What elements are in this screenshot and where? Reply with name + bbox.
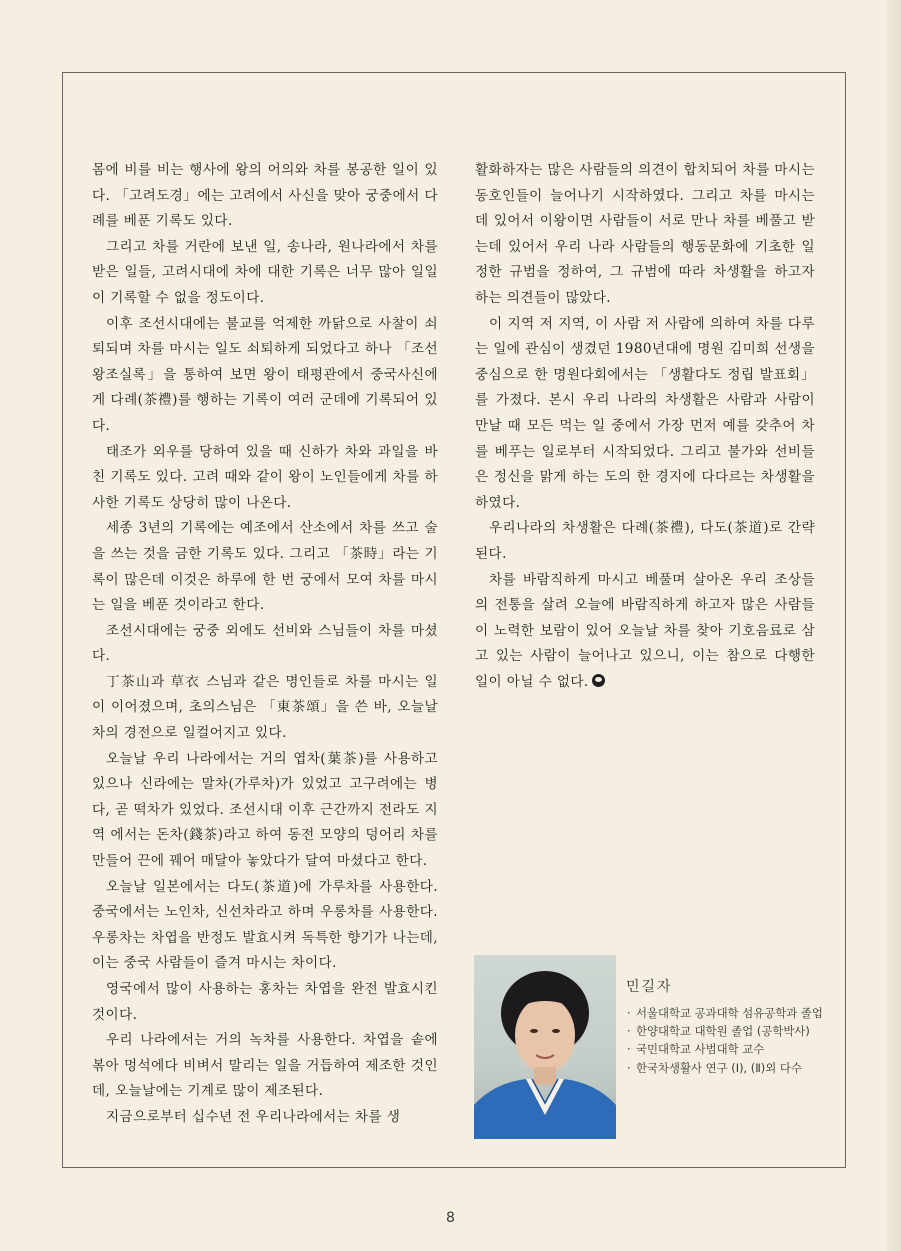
paragraph: 활화하자는 많은 사람들의 의견이 합치되어 차를 마시는 동호인들이 늘어나기 시작하였다. 그리고 차를 마시는 데 있어서 이왕이면 사람들이 서로 만나 차를 베풀고 받는데 있어서 우리 나라 사람들의 행동문화에 기초한 일정한 규범을 정하여, 그 규범에 따라 차생활을 하고자 하는 의견들이 많았다. xyxy=(475,162,815,306)
paragraph: 丁茶山과 草衣 스님과 같은 명인들로 차를 마시는 일이 이어졌으며, 초의스님은 「東茶頌」을 쓴 바, 오늘날 차의 경전으로 일컬어지고 있다. xyxy=(92,673,438,742)
paragraph: 지금으로부터 십수년 전 우리나라에서는 차를 생 xyxy=(106,1108,401,1125)
paragraph: 몸에 비를 비는 행사에 왕의 어의와 차를 봉공한 일이 있다. 「고려도경」에는 고려에서 사신을 맞아 궁중에서 다례를 베푼 기록도 있다. xyxy=(92,162,438,230)
page-number: 8 xyxy=(446,1210,455,1226)
author-info xyxy=(626,976,836,1077)
bio-item: · 국민대학교 사범대학 교수 xyxy=(626,1040,836,1058)
paragraph: 영국에서 많이 사용하는 홍차는 차엽을 완전 발효시킨 것이다. xyxy=(92,981,438,1023)
paragraph: 그리고 차를 거란에 보낸 일, 송나라, 원나라에서 차를 받은 일들, 고려시대에 차에 대한 기록은 너무 많아 일일이 기록할 수 없을 정도이다. xyxy=(92,238,438,306)
author-photo xyxy=(474,955,616,1139)
paragraph xyxy=(475,568,815,696)
bio-item: · 한국차생활사 연구 (Ⅰ), (Ⅱ)외 다수 xyxy=(626,1059,836,1077)
left-text-column xyxy=(92,158,438,1131)
paragraph: 이 지역 저 지역, 이 사람 저 사람에 의하여 차를 다루는 일에 관심이 생겼던 1980년대에 명원 김미희 선생을 중심으로 한 명원다회에서는 「생활다도 정립 발표회」를 가졌다. 본시 우리 나라의 차생활은 사람과 사람이 만날 때 모든 먹는 일 중에서 가장 먼저 예를 갖추어 차를 베푸는 일로부터 시작되었다. 그리고 불가와 선비들은 정신을 맑게 하는 도의 한 경지에 다다르는 차생활을 하였다. xyxy=(475,315,815,511)
paragraph: 이후 조선시대에는 불교를 억제한 까닭으로 사찰이 쇠퇴되며 차를 마시는 일도 쇠퇴하게 되었다고 하나 「조선왕조실록」을 통하여 보면 왕이 태평관에서 중국사신에게 다례(茶禮)를 행하는 기록이 여러 군데에 기록되어 있다. xyxy=(92,315,438,434)
bio-item: · 서울대학교 공과대학 섬유공학과 졸업 xyxy=(626,1004,836,1022)
bio-item: · 한양대학교 대학원 졸업 (공학박사) xyxy=(626,1022,836,1040)
paragraph: 오늘날 일본에서는 다도(茶道)에 가루차를 사용한다. 중국에서는 노인차, 신선차라고 하며 우롱차를 사용한다. 우롱차는 차엽을 반정도 발효시켜 독특한 향기가 나는데, 이는 중국 사람들이 즐겨 마시는 차이다. xyxy=(92,878,438,972)
paragraph: 태조가 외우를 당하여 있을 때 신하가 차와 과일을 바친 기록도 있다. 고려 때와 같이 왕이 노인들에게 차를 하사한 기록도 상당히 많이 나온다. xyxy=(92,443,438,511)
portrait-image xyxy=(474,955,616,1139)
paragraph: 세종 3년의 기록에는 예조에서 산소에서 차를 쓰고 술을 쓰는 것을 금한 기록도 있다. 그리고 「茶時」라는 기록이 많은데 이것은 하루에 한 번 궁에서 모여 차를 마시는 일을 베푼 것이라고 한다. xyxy=(92,520,438,614)
right-text-column xyxy=(475,158,815,695)
page-edge xyxy=(887,0,901,1251)
author-bio-list xyxy=(626,1004,836,1077)
paragraph: 우리나라의 차생활은 다례(茶禮), 다도(茶道)로 간략된다. xyxy=(475,520,815,562)
paragraph: 우리 나라에서는 거의 녹차를 사용한다. 차엽을 솥에 볶아 멍석에다 비벼서 말리는 일을 거듭하여 제조한 것인데, 오늘날에는 기계로 많이 제조된다. xyxy=(92,1032,438,1100)
closing-paragraph-text: 차를 바람직하게 마시고 베풀며 살아온 우리 조상들의 전통을 살려 오늘에 바람직하게 하고자 많은 사람들이 노력한 보람이 있어 오늘날 차를 찾아 기호음료로 삼고 있는 사람이 늘어나고 있으니, 이는 참으로 다행한 일이 아닐 수 없다. xyxy=(475,571,815,690)
author-name: 민길자 xyxy=(626,979,673,995)
end-mark-icon xyxy=(592,674,605,687)
paragraph: 조선시대에는 궁중 외에도 선비와 스님들이 차를 마셨다. xyxy=(92,622,438,665)
paragraph: 오늘날 우리 나라에서는 거의 엽차(葉茶)를 사용하고 있으나 신라에는 말차(가루차)가 있었고 고구려에는 병다, 곧 떡차가 있었다. 조선시대 이후 근간까지 전라도 지역 에서는 돈차(錢茶)라고 하여 동전 모양의 덩어리 차를 만들어 끈에 꿰어 매달아 놓았다가 달여 마셨다고 한다. xyxy=(92,750,438,870)
